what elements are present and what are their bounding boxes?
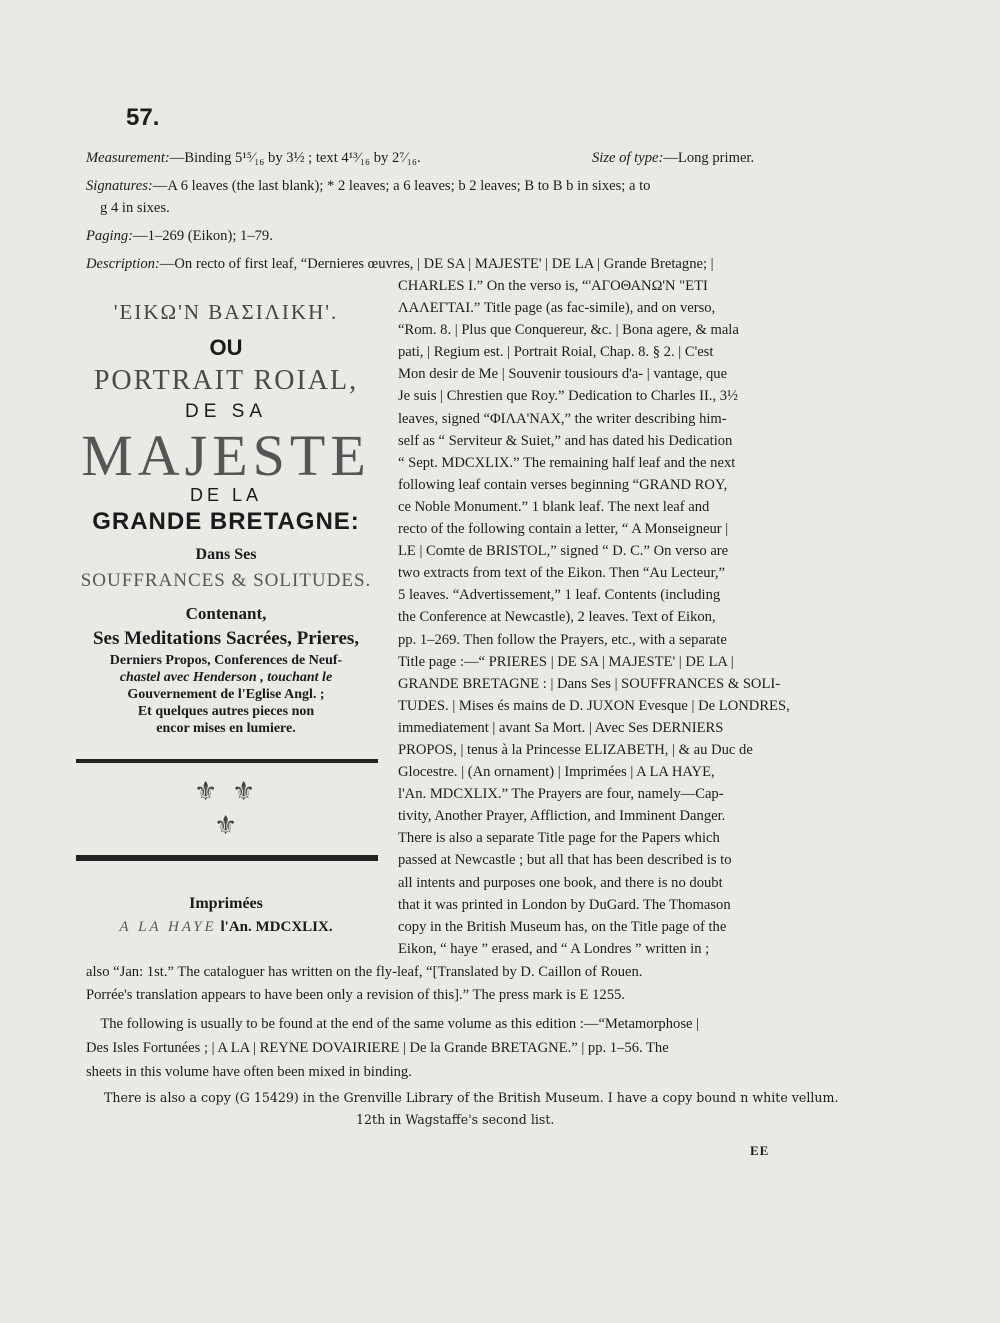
title-dans-ses: Dans Ses [195,546,257,563]
description-column-line: all intents and purposes one book, and there is no doubt [398,874,723,891]
measurement-line [86,150,421,167]
description-column-line: 5 leaves. “Advertissement,” 1 leaf. Contents (including [398,587,721,604]
title-ou: OU [209,335,243,360]
signatures-label: Signatures: [86,178,153,194]
description-column-line: CHARLES I.” On the verso is, “'ΑΓΟΘΑΝΩ'Ν "ΕΤΙ [398,278,708,294]
description-column-line: ΛΑΛΕΓΤΑΙ.” Title page (as fac-simile), and on verso, [398,300,716,317]
description-column-line: self as “ Serviteur & Suiet,” and has dated his Dedication [398,432,733,449]
paging-text: —1–269 (Eikon); 1–79. [133,228,273,244]
description-column-line: “Rom. 8. | Plus que Conquereur, &c. | Bona agere, & mala [398,322,739,339]
description-column-line: pati, | Regium est. | Portrait Roial, Chap. 8. § 2. | C'est [398,344,714,361]
description-column-line: immediatement | avant Sa Mort. | Avec Ses DERNIERS [398,719,724,736]
measurement-label: Measurement: [86,150,170,166]
size-of-type-text: —Long primer. [663,150,755,166]
facsimile-title-page [76,300,376,936]
description-column-line: PROPOS, | tenus à la Princesse ELIZABETH, | & au Duc de [398,741,753,758]
following-line-2: Des Isles Fortunées ; | A LA | REYNE DOVAIRIERE | De la Grande BRETAGNE.” | pp. 1–56. The [86,1040,669,1056]
fleuron-ornament [76,771,376,847]
title-line-a: Derniers Propos, Conferences de Neuf- [109,653,343,668]
paging-label: Paging: [86,228,134,244]
title-majeste: MAJESTE [81,423,371,488]
description-column-line: ce Noble Monument.” 1 blank leaf. The next leaf and [398,498,710,515]
description-column-line: GRANDE BRETAGNE : | Dans Ses | SOUFFRANCES & SOLI- [398,675,781,692]
description-column [398,275,800,960]
description-column-line: LE | Comte de BRISTOL,” signed “ D. C.” On verso are [398,543,729,560]
following-line-3: sheets in this volume have often been mixed in binding. [86,1064,412,1080]
description-column-line: Title page :—“ PRIERES | DE SA | MAJESTE' | DE LA | [398,653,734,670]
description-column-line: “ Sept. MDCXLIX.” The remaining half leaf and the next [398,454,736,471]
description-column-line: pp. 1–269. Then follow the Prayers, etc., with a separate [398,631,727,648]
description-column-line: Eikon, “ haye ” erased, and “ A Londres ” written in ; [398,940,710,957]
note-copies: There is also a copy (G 15429) in the Grenville Library of the British Museum. I have a copy bound n white vellum. [104,1090,839,1105]
description-column-line: l'An. MDCXLIX.” The Prayers are four, namely—Cap- [398,786,724,803]
title-de-la: DE LA [189,485,263,505]
size-of-type-label: Size of type: [592,150,664,166]
fleur-de-lis-icon: ⚜ [214,811,238,840]
title-rule-bottom [76,855,378,861]
title-rule-top [76,759,378,763]
title-line-d: Et quelques autres pieces non [137,704,315,719]
signatures-line-2: g 4 in sixes. [100,200,170,216]
description-column-line: the Conference at Newcastle), 2 leaves. Text of Eikon, [398,609,716,626]
title-souffrances: SOUFFRANCES & SOLITUDES. [80,570,372,591]
description-column-line: two extracts from text of the Eikon. Then “Au Lecteur,” [398,565,725,582]
title-line-c: Gouvernement de l'Eglise Angl. ; [127,687,325,702]
title-imprint [76,919,376,936]
title-line-e: encor mises en lumiere. [156,721,296,736]
description-column-line: tivity, Another Prayer, Affliction, and Imminent Danger. [398,808,726,825]
continuation-line-1: also “Jan: 1st.” The cataloguer has written on the fly-leaf, “[Translated by D. Caillon of Rouen. [86,964,643,980]
description-column-line: Glocestre. | (An ornament) | Imprimées | A LA HAYE, [398,764,715,781]
description-first-line [86,256,714,273]
imprint-place: A LA HAYE [119,919,217,935]
measurement-text: —Binding 5¹⁵⁄₁₆ by 3½ ; text 4¹³⁄₁₆ by 2⁷⁄₁₆. [169,150,421,166]
title-imprimees: Imprimées [189,895,263,912]
title-greek: 'ΕΙΚΩ'Ν ΒΑΣΙΛΙΚΗ'. [113,300,339,324]
description-text: —On recto of first leaf, “Dernieres œuvres, | DE SA | MAJESTE' | DE LA | Grande Bretagne; | [159,256,714,272]
fleur-de-lis-icon: ⚜ [194,777,218,806]
signatures-line [86,178,650,195]
description-column-line: Je suis | Chrestien que Roy.” Dedication to Charles II., 3½ [398,388,738,405]
entry-number: 57. [126,104,160,131]
description-column-line: leaves, signed “ΦΙΛΑ'ΝΑΧ,” the writer describing him- [398,410,727,427]
description-column-line: passed at Newcastle ; but all that has been described is to [398,852,732,869]
title-contenant: Contenant, [185,604,267,623]
signatures-text: —A 6 leaves (the last blank); * 2 leaves; a 6 leaves; b 2 leaves; B to B b in sixes; a to [152,178,651,194]
description-column-line: There is also a separate Title page for the Papers which [398,830,720,847]
imprint-year: l'An. MDCXLIX. [220,919,333,935]
title-meditations: Ses Meditations Sacrées, Prieres, [92,628,360,649]
description-column-line: copy in the British Museum has, on the Title page of the [398,918,727,935]
size-of-type-line [592,150,754,167]
title-portrait: PORTRAIT ROIAL, [93,365,359,396]
description-column-line: recto of the following contain a letter, “ A Monseigneur | [398,521,729,538]
description-label: Description: [86,256,160,272]
note-wagstaffe: 12th in Wagstaffe's second list. [356,1112,555,1127]
signature-mark: EE [750,1143,770,1158]
description-column-line: TUDES. | Mises és mains de D. JUXON Evesque | De LONDRES, [398,697,790,714]
description-column-line: Mon desir de Me | Souvenir tousiours d'a- | vantage, que [398,366,728,383]
title-grande-bretagne: GRANDE BRETAGNE: [92,508,360,535]
fleur-de-lis-icon: ⚜ [232,777,256,806]
title-line-b: chastel avec Henderson , touchant le [119,670,333,685]
continuation-line-2: Porrée's translation appears to have been only a revision of this].” The press mark is E 1255. [86,987,625,1003]
description-column-line: that it was printed in London by DuGard. The Thomason [398,896,731,913]
paging-line [86,228,273,245]
title-de-sa: DE SA [184,401,268,422]
description-column-line: following leaf contain verses beginning “GRAND ROY, [398,476,728,493]
following-line-1: The following is usually to be found at the end of the same volume as this edition :—“Metamorphose | [86,1016,700,1032]
